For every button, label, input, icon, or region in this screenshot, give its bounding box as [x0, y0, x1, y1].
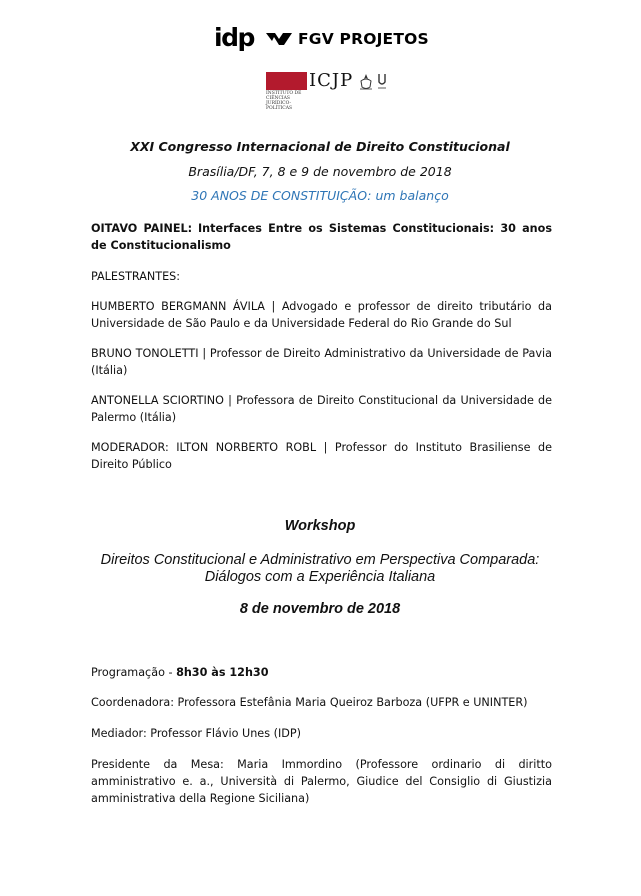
- idp-logo: idp: [214, 23, 254, 52]
- icjp-logo: [266, 70, 387, 111]
- event-title: XXI Congresso Internacional de Direito Constitucional: [130, 139, 510, 154]
- workshop-subtitle-line1: Direitos Constitucional e Administrativo em Perspectiva Comparada:: [100, 552, 540, 568]
- programme-time: 8h30 às 12h30: [176, 666, 269, 679]
- icjp-subtitle: INSTITUTO DE CIÊNCIAS JURÍDICO-POLÍTICAS: [266, 91, 302, 111]
- panel-label: OITAVO PAINEL:: [91, 222, 193, 235]
- university-u-icon: [377, 73, 387, 91]
- speakers-heading: PALESTRANTES:: [91, 270, 181, 283]
- workshop-subtitle-line2: Diálogos com a Experiência Italiana: [204, 569, 436, 585]
- speaker-item: ANTONELLA SCIORTINO | Professora de Direito Constitucional da Universidade de Palermo (Itália): [91, 394, 552, 424]
- programme-label: Programação -: [91, 666, 177, 679]
- workshop-heading: Workshop: [284, 518, 356, 534]
- panel-title: [91, 220, 552, 254]
- speaker-item: HUMBERTO BERGMANN ÁVILA | Advogado e professor de direito tributário da Universidade de São Paulo e da Universidade Federal do Rio Grande do Sul: [91, 300, 552, 330]
- mediator-line: Mediador: Professor Flávio Unes (IDP): [91, 727, 301, 740]
- fgv-logo-text: FGV PROJETOS: [298, 30, 429, 48]
- programme-schedule: [91, 664, 552, 681]
- icjp-logo-text: ICJP: [309, 70, 354, 91]
- moderator-item: MODERADOR: ILTON NORBERTO ROBL | Professor do Instituto Brasiliense de Direito Público: [91, 441, 552, 471]
- speaker-item: BRUNO TONOLETTI | Professor de Direito Administrativo da Universidade de Pavia (Itália): [91, 347, 552, 377]
- fgv-wing-icon: [266, 32, 292, 46]
- icjp-red-block: [266, 72, 307, 90]
- event-theme: 30 ANOS DE CONSTITUIÇÃO: um balanço: [191, 188, 449, 203]
- fgv-projetos-logo: [266, 30, 429, 48]
- coordinator-line: Coordenadora: Professora Estefânia Maria Queiroz Barboza (UFPR e UNINTER): [91, 696, 528, 709]
- panel-name: Interfaces Entre os Sistemas Constitucionais: 30 anos de Constitucionalismo: [91, 222, 552, 252]
- university-seal-icon: [359, 73, 373, 91]
- workshop-date: 8 de novembro de 2018: [239, 601, 401, 617]
- president-line: Presidente da Mesa: Maria Immordino (Professore ordinario di diritto amministrativo e. a., Università di Palermo, Giudice del Consiglio di Giustizia amministrativa della Regione Siciliana): [91, 758, 552, 805]
- event-place-date: Brasília/DF, 7, 8 e 9 de novembro de 2018: [188, 164, 452, 179]
